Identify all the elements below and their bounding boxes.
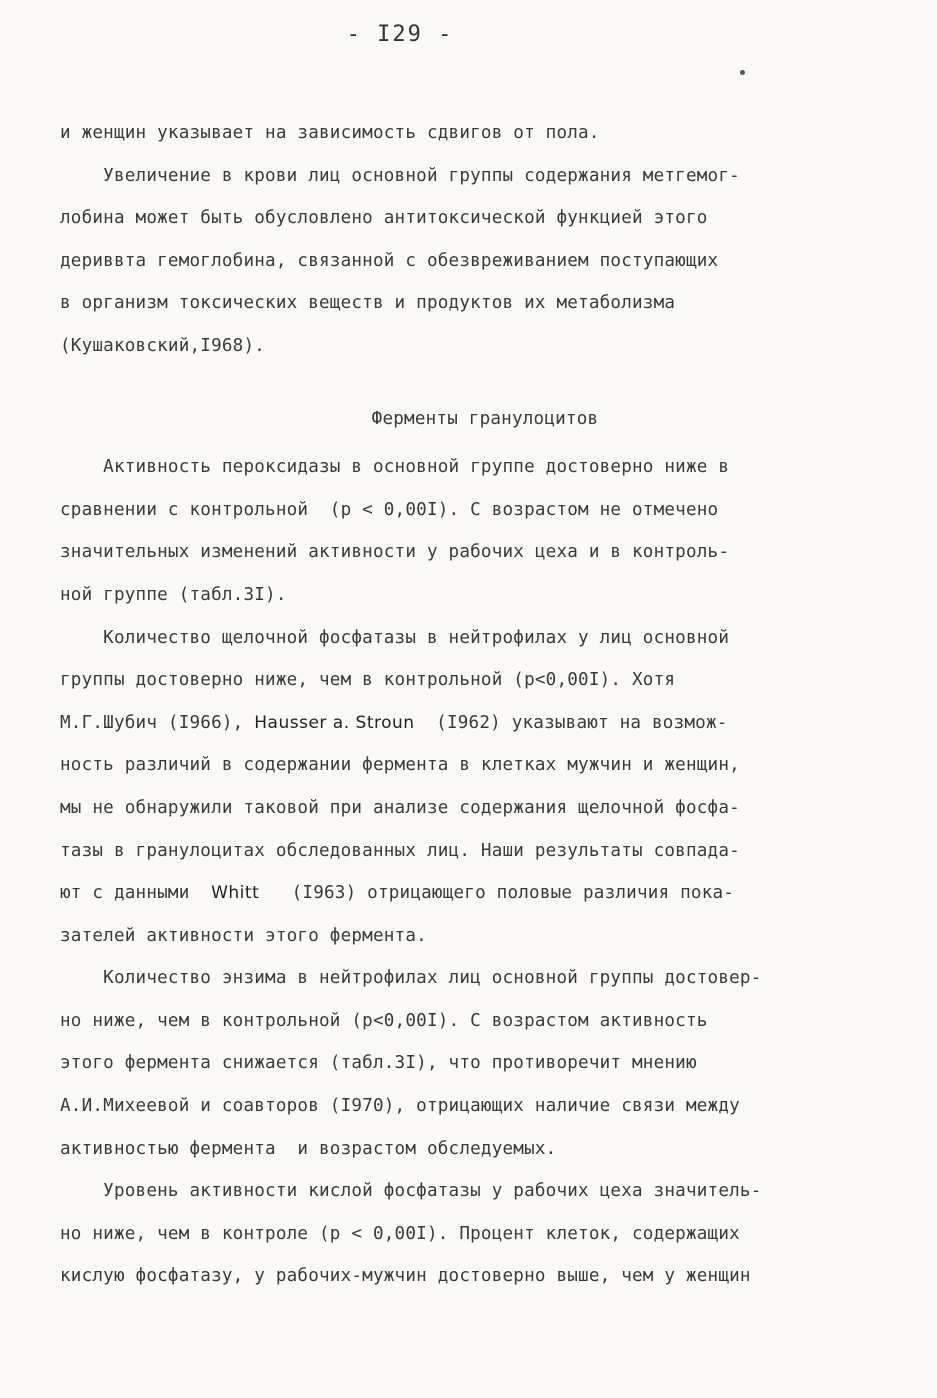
text-line: ной группе (табл.3I). <box>60 584 287 605</box>
text-line: активностью фермента и возрастом обследуемых. <box>60 1138 557 1159</box>
text-fragment: ют с данными <box>60 883 212 904</box>
text-line: тазы в гранулоцитах обследованных лиц. Наши результаты совпада- <box>60 840 740 861</box>
text-line: в организм токсических веществ и продуктов их метаболизма <box>60 293 676 314</box>
spacer <box>60 368 880 398</box>
handwritten-citation: Whitt <box>211 883 260 904</box>
paragraph-start: Количество щелочной фосфатазы в нейтрофилах у лиц основной <box>60 627 730 648</box>
text-line: лобина может быть обусловлено антитоксической функцией этого <box>60 208 708 229</box>
text-line: значительных изменений активности у рабочих цеха и в контроль- <box>60 542 730 563</box>
ink-dot <box>740 70 745 75</box>
text-line: мы не обнаружили таковой при анализе содержания щелочной фосфа- <box>60 797 740 818</box>
handwritten-citation: Hausser a. Stroun <box>254 712 415 733</box>
text-line: этого фермента снижается (табл.3I), что противоречит мнению <box>60 1053 697 1074</box>
paragraph-start: Увеличение в крови лиц основной группы содержания метгемог- <box>60 165 740 186</box>
text-line: (Кушаковский,I968). <box>60 335 266 356</box>
text-line: но ниже, чем в контроле (p < 0,00I). Процент клеток, содержащих <box>60 1223 740 1244</box>
section-heading: Ферменты гранулоцитов <box>371 408 599 429</box>
text-line: дериввта гемоглобина, связанной с обезвреживанием поступающих <box>60 250 719 271</box>
paragraph-start: Активность пероксидазы в основной группе достоверно ниже в <box>60 457 730 478</box>
text-fragment: (I963) отрицающего половые различия пока- <box>259 883 735 904</box>
text-line <box>60 702 880 745</box>
text-line: и женщин указывает на зависимость сдвигов от пола. <box>60 123 600 143</box>
text-line: группы достоверно ниже, чем в контрольной (p<0,00I). Хотя <box>60 670 676 691</box>
text-fragment: М.Г.Шубич (I966), <box>60 712 255 733</box>
text-line: ность различий в содержании фермента в клетках мужчин и женщин, <box>60 755 740 776</box>
body-text <box>60 112 880 1298</box>
page-number: - I29 - <box>346 22 454 47</box>
text-line: кислую фосфатазу, у рабочих-мужчин достоверно выше, чем у женщин <box>60 1266 751 1287</box>
text-line <box>60 872 880 915</box>
text-line: зателей активности этого фермента. <box>60 925 427 946</box>
text-line: сравнении с контрольной (p < 0,00I). С возрастом не отмечено <box>60 499 719 520</box>
paragraph-start: Количество энзима в нейтрофилах лиц основной группы достовер- <box>60 968 762 989</box>
paragraph-start: Уровень активности кислой фосфатазы у рабочих цеха значитель- <box>60 1181 762 1202</box>
text-line: но ниже, чем в контрольной (p<0,00I). С возрастом активность <box>60 1010 708 1031</box>
text-fragment: (I962) указывают на возмож- <box>414 712 728 733</box>
text-line: А.И.Михеевой и соавторов (I970), отрицающих наличие связи между <box>60 1096 740 1117</box>
